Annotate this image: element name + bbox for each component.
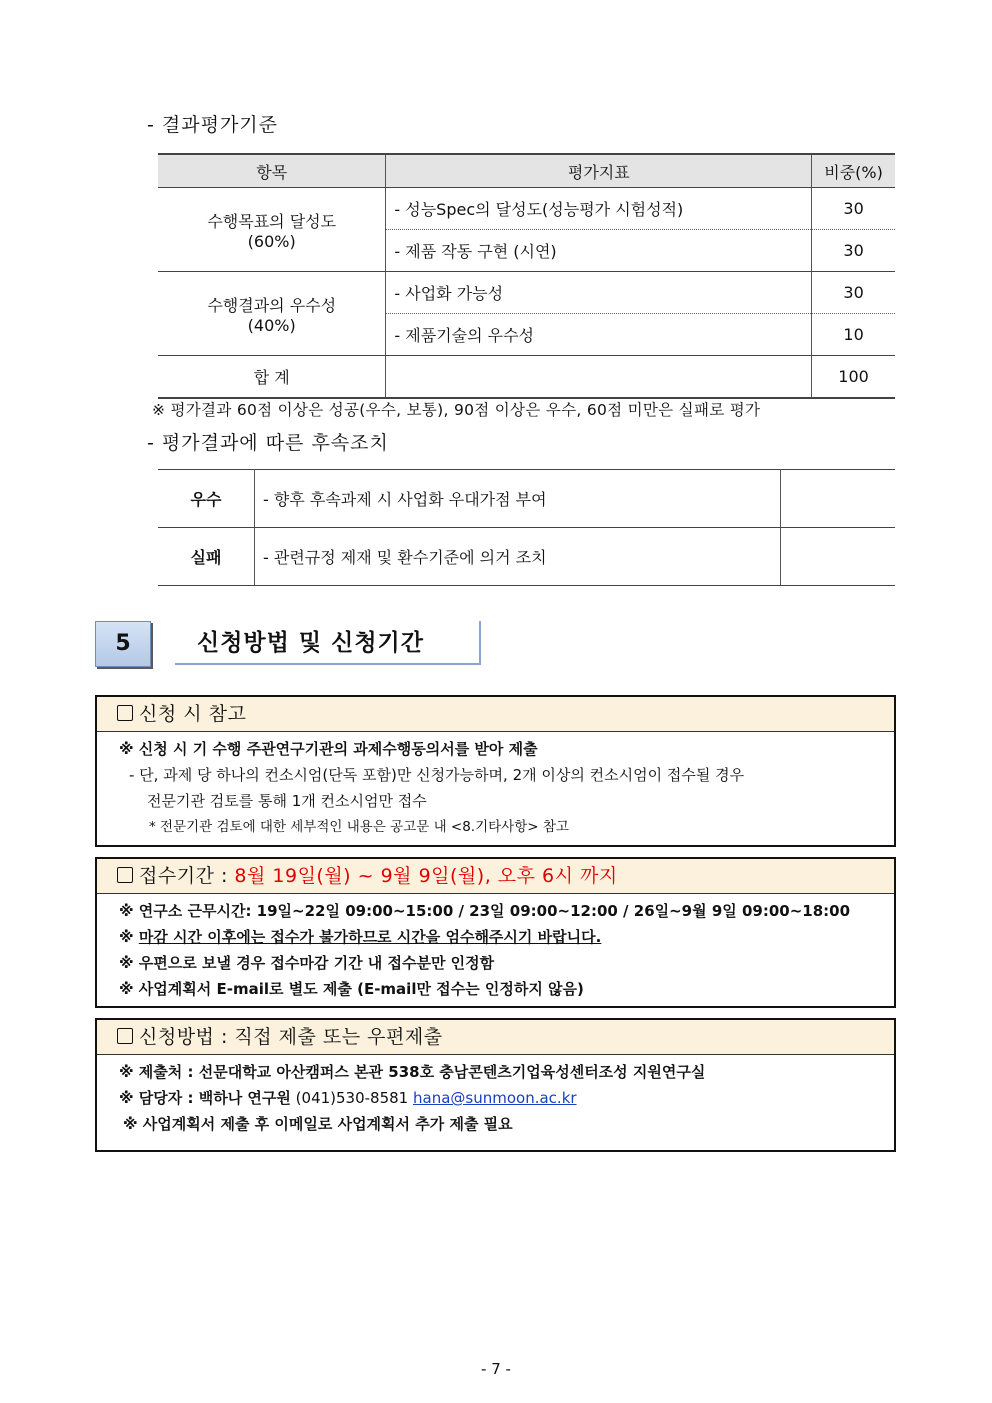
contact-email-link[interactable]: hana@sunmoon.ac.kr xyxy=(413,1089,577,1107)
item-label: 수행목표의 달성도 xyxy=(207,211,337,231)
box-body xyxy=(97,894,894,1002)
notice-line xyxy=(119,1085,894,1111)
table-row xyxy=(158,528,895,586)
notice-line: ※ 제출처 : 선문대학교 아산캠퍼스 본관 538호 충남콘텐츠기업육성센터조성 지원연구실 xyxy=(119,1063,706,1081)
box-header xyxy=(97,859,894,894)
notice-line: ※ 연구소 근무시간: 19일~22일 09:00~15:00 / 23일 09:00~12:00 / 26일~9월 9일 09:00~18:00 xyxy=(119,902,851,920)
checkbox-square-icon xyxy=(117,1028,133,1044)
col-header-indicator: 평가지표 xyxy=(386,154,812,188)
weight-cell: 30 xyxy=(812,188,895,230)
indicator-cell: - 제품 작동 구현 (시연) xyxy=(386,230,812,272)
followup-key: 우수 xyxy=(158,470,255,528)
notice-line: 전문기관 검토를 통해 1개 컨소시엄만 접수 xyxy=(147,792,427,810)
table-row xyxy=(158,470,895,528)
notice-line: ※ 사업계획서 E-mail로 별도 제출 (E-mail만 접수는 인정하지 않음) xyxy=(119,980,584,998)
total-row xyxy=(158,356,895,399)
page-number: - 7 - xyxy=(481,1360,511,1378)
col-header-weight: 비중(%) xyxy=(812,154,895,188)
col-header-item: 항목 xyxy=(158,154,386,188)
notice-line: * 전문기관 검토에 대한 세부적인 내용은 공고문 내 <8.기타사항> 참고 xyxy=(149,819,569,835)
box-title: 신청 시 참고 xyxy=(139,703,247,725)
item-label: 수행결과의 우수성 xyxy=(207,295,337,315)
weight-cell: 30 xyxy=(812,230,895,272)
notice-box-method xyxy=(95,1018,896,1152)
followup-text: - 관련규정 제재 및 환수기준에 의거 조치 xyxy=(255,528,781,586)
indicator-cell: - 사업화 가능성 xyxy=(386,272,812,314)
result-eval-heading: - 결과평가기준 xyxy=(147,114,279,136)
followup-key: 실패 xyxy=(158,528,255,586)
table-row xyxy=(158,188,895,230)
contact-phone: (041)530-8581 xyxy=(295,1089,409,1107)
table-header-row xyxy=(158,154,895,188)
notice-line: ※ 우편으로 보낼 경우 접수마감 기간 내 접수분만 인정함 xyxy=(119,954,495,972)
notice-box-period xyxy=(95,857,896,1008)
box-title: 접수기간 : xyxy=(139,865,235,887)
item-sub: (60%) xyxy=(247,231,296,251)
followup-empty-cell xyxy=(781,470,896,528)
box-body xyxy=(97,732,894,840)
notice-mark: ※ xyxy=(119,928,139,946)
followup-heading: - 평가결과에 따른 후속조치 xyxy=(147,432,389,454)
total-label: 합 계 xyxy=(158,356,386,399)
item-sub: (40%) xyxy=(247,315,296,335)
notice-line: - 단, 과제 당 하나의 컨소시엄(단독 포함)만 신청가능하며, 2개 이상의 컨소시엄이 접수될 경우 xyxy=(129,766,745,784)
checkbox-square-icon xyxy=(117,705,133,721)
indicator-cell: - 제품기술의 우수성 xyxy=(386,314,812,356)
followup-text: - 향후 후속과제 시 사업화 우대가점 부여 xyxy=(255,470,781,528)
box-header xyxy=(97,1020,894,1055)
result-eval-table xyxy=(158,153,895,399)
notice-line xyxy=(119,924,894,950)
checkbox-square-icon xyxy=(117,867,133,883)
box-body xyxy=(97,1055,894,1137)
weight-cell: 30 xyxy=(812,272,895,314)
section-title: 신청방법 및 신청기간 xyxy=(175,621,481,665)
total-value: 100 xyxy=(812,356,895,399)
result-eval-note: ※ 평가결과 60점 이상은 성공(우수, 보통), 90점 이상은 우수, 60점 미만은 실패로 평가 xyxy=(152,401,761,419)
indicator-cell: - 성능Spec의 달성도(성능평가 시험성적) xyxy=(386,188,812,230)
section-number: 5 xyxy=(95,621,151,667)
table-row xyxy=(158,272,895,314)
item-cell xyxy=(158,272,386,356)
followup-table xyxy=(158,469,895,586)
box-header xyxy=(97,697,894,732)
item-cell xyxy=(158,188,386,272)
notice-box-reference xyxy=(95,695,896,847)
followup-empty-cell xyxy=(781,528,896,586)
contact-person: ※ 담당자 : 백하나 연구원 xyxy=(119,1089,291,1107)
weight-cell: 10 xyxy=(812,314,895,356)
notice-line: ※ 사업계획서 제출 후 이메일로 사업계획서 추가 제출 필요 xyxy=(123,1115,513,1133)
total-empty-cell xyxy=(386,356,812,399)
deadline-warning: 마감 시간 이후에는 접수가 불가하므로 시간을 엄수해주시기 바랍니다. xyxy=(138,928,602,946)
box-title: 신청방법 : 직접 제출 또는 우편제출 xyxy=(139,1026,443,1048)
deadline-text: 8월 19일(월) ~ 9월 9일(월), 오후 6시 까지 xyxy=(234,865,618,887)
notice-line: ※ 신청 시 기 수행 주관연구기관의 과제수행동의서를 받아 제출 xyxy=(119,740,538,758)
